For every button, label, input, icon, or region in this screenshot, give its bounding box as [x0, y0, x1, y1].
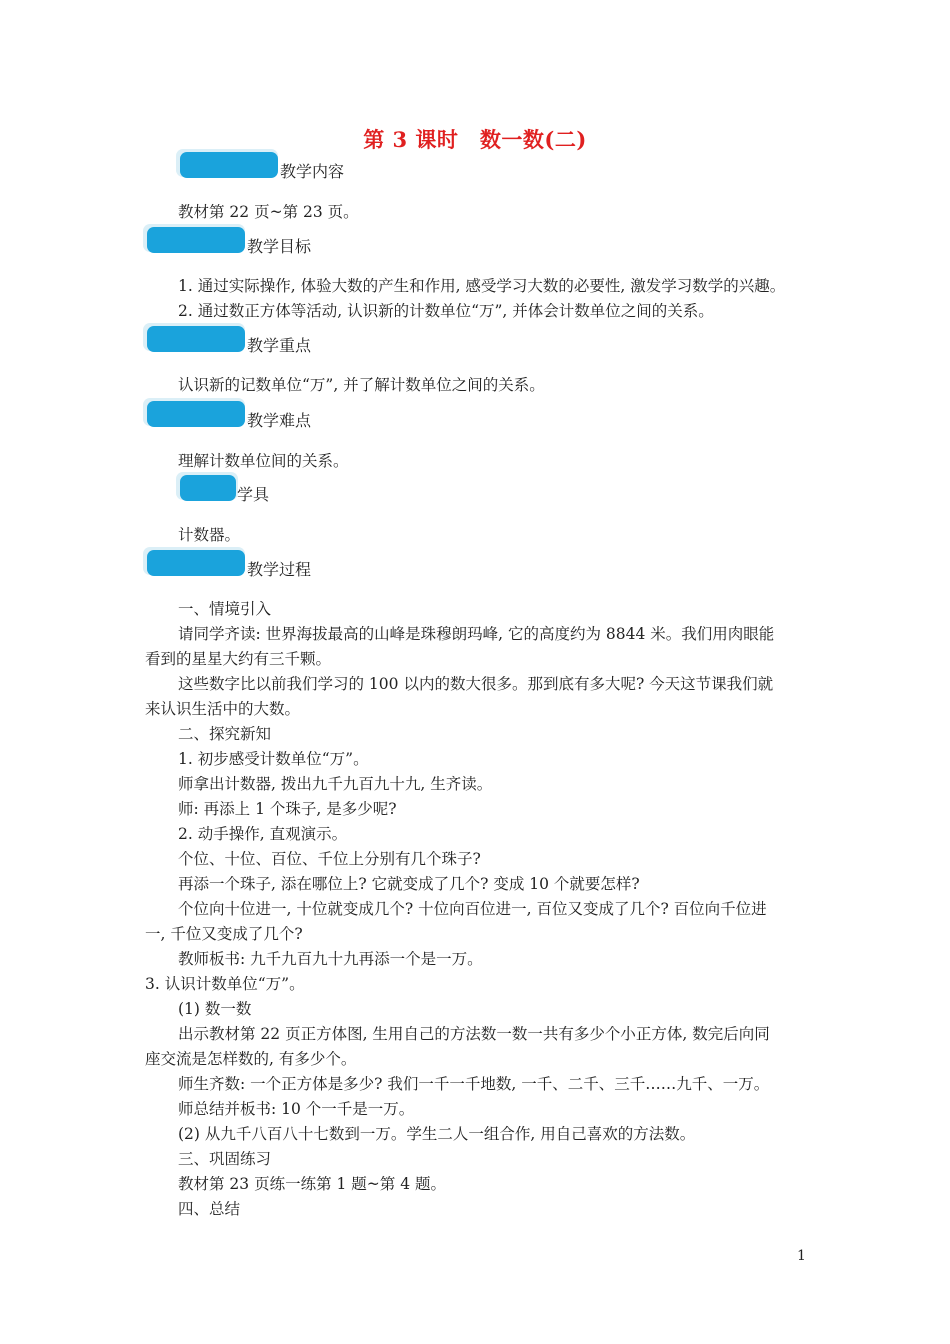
process-line-3: 看到的星星大约有三千颗。: [145, 650, 332, 668]
section-tag-key-point: [143, 323, 333, 355]
process-line-12: 再添一个珠子, 添在哪位上? 它就变成了几个? 变成 10 个就要怎样?: [178, 875, 640, 893]
section-label-tools: 学具: [237, 485, 270, 504]
section-tag-content: [176, 149, 366, 181]
section-label-process: 教学过程: [247, 560, 312, 579]
section-tag-difficulty: [143, 398, 333, 430]
process-line-20: 师生齐数: 一个正方体是多少? 我们一千一千地数, 一千、二千、三千……九千、一万。: [178, 1075, 770, 1093]
process-line-16: 3. 认识计数单位“万”。: [145, 975, 305, 993]
process-line-25: 四、总结: [178, 1200, 241, 1218]
process-line-11: 个位、十位、百位、千位上分别有几个珠子?: [178, 850, 481, 868]
section-tag-goals: [143, 224, 333, 256]
content-text: 教材第 22 页~第 23 页。: [178, 203, 359, 221]
section-tag-tools: [176, 472, 296, 504]
process-line-6: 二、探究新知: [178, 725, 272, 743]
tools-text: 计数器。: [178, 526, 241, 544]
process-line-22: (2) 从九千八百八十七数到一万。学生二人一组合作, 用自己喜欢的方法数。: [178, 1125, 696, 1143]
process-line-24: 教材第 23 页练一练第 1 题~第 4 题。: [178, 1175, 446, 1193]
process-line-9: 师: 再添上 1 个珠子, 是多少呢?: [178, 800, 397, 818]
section-label-key-point: 教学重点: [247, 336, 312, 355]
goal-item-1: 1. 通过实际操作, 体验大数的产生和作用, 感受学习大数的必要性, 激发学习数学的兴趣。: [178, 277, 786, 295]
page-number: 1: [797, 1248, 806, 1264]
section-label-goals: 教学目标: [247, 237, 312, 256]
process-line-1: 一、情境引入: [178, 600, 272, 618]
process-line-2: 请同学齐读: 世界海拔最高的山峰是珠穆朗玛峰, 它的高度约为 8844 米。我们用肉眼能: [178, 625, 775, 643]
process-line-8: 师拿出计数器, 拨出九千九百九十九, 生齐读。: [178, 775, 493, 793]
goal-item-2: 2. 通过数正方体等活动, 认识新的计数单位“万”, 并体会计数单位之间的关系。: [178, 302, 714, 320]
process-line-13: 个位向十位进一, 十位就变成几个? 十位向百位进一, 百位又变成了几个? 百位向千位进: [178, 900, 767, 918]
section-tag-process: [143, 547, 333, 579]
process-line-5: 来认识生活中的大数。: [145, 700, 301, 718]
process-line-21: 师总结并板书: 10 个一千是一万。: [178, 1100, 415, 1118]
key-point-text: 认识新的记数单位“万”, 并了解计数单位之间的关系。: [178, 376, 545, 394]
difficulty-text: 理解计数单位间的关系。: [178, 452, 349, 470]
process-line-23: 三、巩固练习: [178, 1150, 272, 1168]
section-label-content: 教学内容: [280, 162, 345, 181]
process-line-19: 座交流是怎样数的, 有多少个。: [145, 1050, 357, 1068]
process-line-17: (1) 数一数: [178, 1000, 252, 1018]
process-line-14: 一, 千位又变成了几个?: [145, 925, 303, 943]
process-line-4: 这些数字比以前我们学习的 100 以内的数大很多。那到底有多大呢? 今天这节课我们就: [178, 675, 774, 693]
process-line-15: 教师板书: 九千九百九十九再添一个是一万。: [178, 950, 483, 968]
page-title: 第 3 课时 数一数(二): [363, 127, 587, 152]
process-line-10: 2. 动手操作, 直观演示。: [178, 825, 348, 843]
process-line-18: 出示教材第 22 页正方体图, 生用自己的方法数一数一共有多少个小正方体, 数完后向同: [178, 1025, 770, 1043]
process-line-7: 1. 初步感受计数单位“万”。: [178, 750, 369, 768]
section-label-difficulty: 教学难点: [247, 411, 312, 430]
